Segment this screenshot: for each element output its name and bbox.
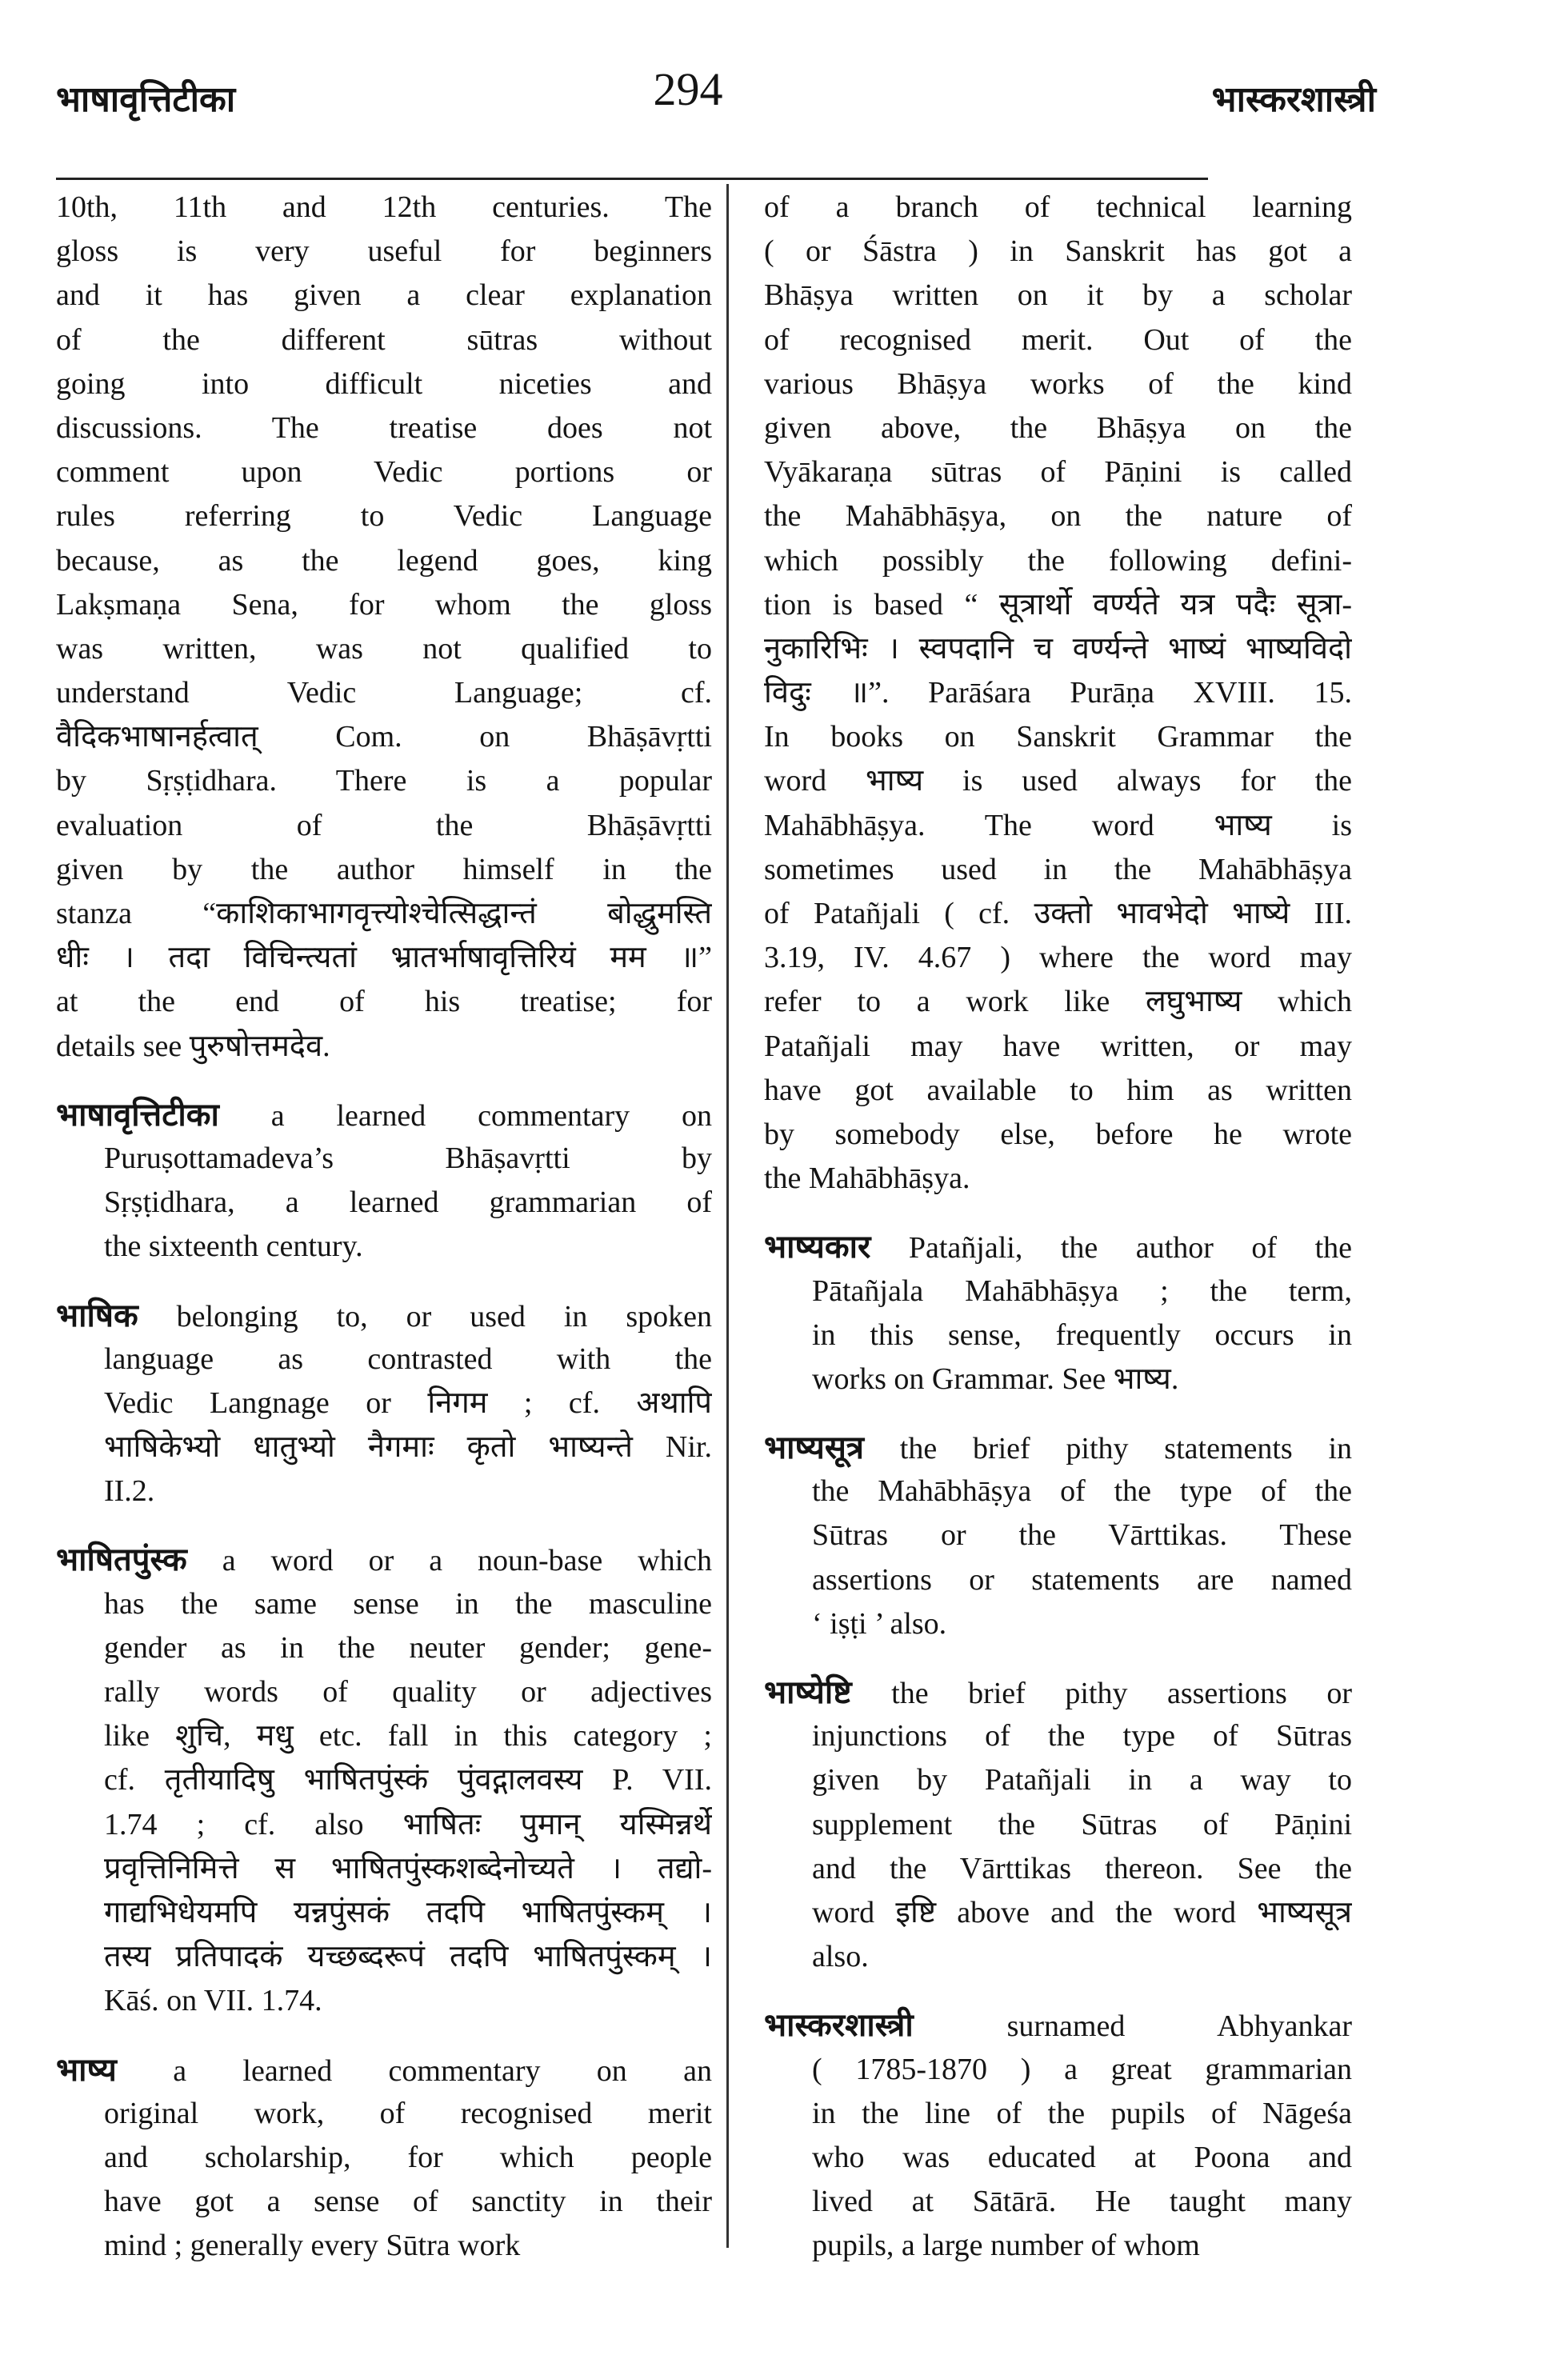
- column-divider: [726, 184, 729, 2248]
- text-line: word भाष्य is used always for the: [764, 764, 1352, 798]
- text-line: Lakṣmaṇa Sena, for whom the gloss: [56, 587, 712, 622]
- dictionary-entry: [764, 2003, 1352, 2268]
- text-line: by Sṛṣṭidhara. There is a popular: [56, 764, 712, 798]
- text-line: गाद्यभिधेयमपि यन्नपुंसकं तदपि भाषितपुंस्कम् ।: [104, 1895, 712, 1929]
- headword: भाष्येष्टि: [764, 1674, 852, 1710]
- text-line: Vedic Langnage or निगम ; cf. अथापि: [104, 1385, 712, 1420]
- text-line: Puruṣottamadeva’s Bhāṣavṛtti by: [104, 1141, 712, 1175]
- text-line: and scholarship, for which people: [104, 2140, 712, 2174]
- text-line: and it has given a clear explanation: [56, 278, 712, 313]
- text-line: who was educated at Poona and: [812, 2140, 1352, 2174]
- text-line: the Mahābhāṣya.: [764, 1162, 970, 1196]
- text-line: rules referring to Vedic Language: [56, 499, 712, 534]
- text-line: in the line of the pupils of Nāgeśa: [812, 2096, 1352, 2130]
- entry-definition-start: a learned commentary on: [270, 1098, 712, 1133]
- text-line: has the same sense in the masculine: [104, 1586, 712, 1621]
- continued-text: [56, 186, 712, 1069]
- text-line: the Mahābhāṣya of the type of the: [812, 1474, 1352, 1509]
- text-line: supplement the Sūtras of Pāṇini: [812, 1807, 1352, 1841]
- dictionary-entry: [56, 1537, 712, 2023]
- entry-definition-start: Patañjali, the author of the: [908, 1231, 1352, 1265]
- text-line: the Mahābhāṣya, on the nature of: [764, 499, 1352, 534]
- dictionary-entry: [764, 1225, 1352, 1401]
- running-head-right: भास्करशास्त्री: [1211, 80, 1376, 119]
- headword: भास्करशास्त्री: [764, 2007, 914, 2044]
- text-line: because, as the legend goes, king: [56, 543, 712, 578]
- text-line: ‘ iṣṭi ’ also.: [812, 1606, 947, 1641]
- headword: भाषावृत्तिटीका: [56, 1096, 219, 1133]
- text-line: धीः । तदा विचिन्त्यतां भ्रातर्भाषावृत्तिरियं मम ॥”: [56, 941, 712, 975]
- left-column: [56, 186, 712, 2268]
- text-line: Sūtras or the Vārttikas. These: [812, 1518, 1352, 1553]
- text-line: Bhāṣya written on it by a scholar: [764, 278, 1352, 313]
- text-line: like शुचि, मधु etc. fall in this category ;: [104, 1719, 712, 1753]
- text-line: was written, was not qualified to: [56, 631, 712, 666]
- text-line: of a branch of technical learning: [764, 190, 1352, 224]
- text-line: details see पुरुषोत्तमदेव.: [56, 1029, 330, 1063]
- dictionary-entry: [764, 1670, 1352, 1979]
- dictionary-entry: [56, 2048, 712, 2269]
- headword: भाष्य: [56, 2051, 117, 2088]
- text-line: pupils, a large number of whom: [812, 2229, 1200, 2263]
- text-line: Sṛṣṭidhara, a learned grammarian of: [104, 1185, 712, 1220]
- text-line: tion is based “ सूत्रार्थो वर्ण्यते यत्र पदैः सूत्रा-: [764, 587, 1352, 622]
- text-line: Patañjali may have written, or may: [764, 1029, 1352, 1063]
- text-line: stanza “काशिकाभागवृत्त्योश्चेत्सिद्धान्तं बोद्धुमस्ति: [56, 897, 712, 930]
- text-line: वैदिकभाषानर्हत्वात् Com. on Bhāṣāvṛtti: [56, 720, 712, 754]
- text-line: have got a sense of sanctity in their: [104, 2185, 712, 2219]
- text-line: refer to a work like लघुभाष्य which: [764, 985, 1352, 1019]
- page-header: [0, 62, 1568, 118]
- text-line: have got available to him as written: [764, 1073, 1352, 1107]
- running-head-left: भाषावृत्तिटीका: [56, 80, 236, 119]
- entry-first-line: [56, 2048, 712, 2092]
- text-line: Vyākaraṇa sūtras of Pāṇini is called: [764, 455, 1352, 490]
- dictionary-entry: [56, 1093, 712, 1269]
- entry-first-line: [764, 1425, 1352, 1469]
- text-line: by somebody else, before he wrote: [764, 1117, 1352, 1151]
- text-line: and the Vārttikas thereon. See the: [812, 1851, 1352, 1885]
- text-line: cf. तृतीयादिषु भाषितपुंस्कं पुंवद्गालवस्य P. VII.: [104, 1763, 712, 1797]
- text-line: given by Patañjali in a way to: [812, 1763, 1352, 1797]
- text-line: which possibly the following defini-: [764, 543, 1352, 578]
- text-line: Mahābhāṣya. The word भाष्य is: [764, 808, 1352, 842]
- text-line: 3.19, IV. 4.67 ) where the word may: [764, 941, 1352, 975]
- text-line: comment upon Vedic portions or: [56, 455, 712, 490]
- entry-definition-start: a learned commentary on an: [173, 2053, 712, 2088]
- text-line: at the end of his treatise; for: [56, 985, 712, 1019]
- text-line: प्रवृत्तिनिमित्ते स भाषितपुंस्कशब्देनोच्यते । तद्यो-: [104, 1851, 712, 1885]
- entry-definition-start: the brief pithy assertions or: [891, 1677, 1352, 1710]
- text-line: lived at Sātārā. He taught many: [812, 2185, 1352, 2219]
- entry-first-line: [56, 1537, 712, 1581]
- header-rule: [56, 178, 1208, 180]
- text-line: assertions or statements are named: [812, 1562, 1352, 1597]
- headword: भाष्यसूत्र: [764, 1429, 864, 1466]
- text-line: also.: [812, 1940, 869, 1974]
- text-line: the sixteenth century.: [104, 1229, 363, 1264]
- text-line: going into difficult niceties and: [56, 366, 712, 401]
- continued-text: [764, 186, 1352, 1201]
- entry-definition-start: a word or a noun-base which: [222, 1544, 712, 1578]
- text-line: in this sense, frequently occurs in: [812, 1317, 1352, 1352]
- text-line: भाषिकेभ्यो धातुभ्यो नैगमाः कृतो भाष्यन्ते Nir.: [104, 1430, 712, 1465]
- text-line: of Patañjali ( cf. उक्तो भावभेदो भाष्ये III.: [764, 897, 1352, 930]
- text-line: 10th, 11th and 12th centuries. The: [56, 190, 712, 224]
- text-line: Kāś. on VII. 1.74.: [104, 1984, 322, 2018]
- page-number: 294: [653, 63, 723, 115]
- text-line: discussions. The treatise does not: [56, 410, 712, 445]
- entry-first-line: [764, 2003, 1352, 2047]
- entry-first-line: [764, 1670, 1352, 1714]
- dictionary-entry: [764, 1425, 1352, 1646]
- text-line: नुकारिभिः । स्वपदानि च वर्ण्यन्ते भाष्यं भाष्यविदो: [764, 631, 1352, 666]
- entry-first-line: [764, 1225, 1352, 1269]
- text-line: mind ; generally every Sūtra work: [104, 2229, 521, 2263]
- entry-first-line: [56, 1293, 712, 1337]
- text-line: In books on Sanskrit Grammar the: [764, 720, 1352, 754]
- text-line: 1.74 ; cf. also भाषितः पुमान् यस्मिन्नर्थे: [104, 1807, 712, 1841]
- headword: भाषितपुंस्क: [56, 1541, 187, 1578]
- text-line: understand Vedic Language; cf.: [56, 676, 712, 710]
- headword: भाष्यकार: [764, 1229, 871, 1265]
- entry-definition-start: belonging to, or used in spoken: [176, 1299, 712, 1333]
- text-line: विदुः ॥”. Parāśara Purāṇa XVIII. 15.: [764, 676, 1352, 710]
- text-line: gender as in the neuter gender; gene-: [104, 1630, 712, 1665]
- text-line: II.2.: [104, 1474, 155, 1509]
- text-line: of the different sūtras without: [56, 322, 712, 357]
- text-line: various Bhāṣya works of the kind: [764, 366, 1352, 401]
- headword: भाषिक: [56, 1297, 138, 1333]
- text-line: तस्य प्रतिपादकं यच्छब्दरूपं तदपि भाषितपुंस्कम् ।: [104, 1940, 712, 1974]
- text-line: gloss is very useful for beginners: [56, 234, 712, 269]
- dictionary-entry: [56, 1293, 712, 1514]
- text-line: given by the author himself in the: [56, 852, 712, 886]
- text-line: ( 1785-1870 ) a great grammarian: [812, 2052, 1352, 2086]
- text-line: Pātañjala Mahābhāṣya ; the term,: [812, 1273, 1352, 1308]
- text-line: of recognised merit. Out of the: [764, 322, 1352, 357]
- text-line: evaluation of the Bhāṣāvṛtti: [56, 808, 712, 842]
- text-line: word इष्टि above and the word भाष्यसूत्र: [812, 1895, 1352, 1929]
- text-line: original work, of recognised merit: [104, 2096, 712, 2130]
- text-line: language as contrasted with the: [104, 1341, 712, 1376]
- entry-definition-start: surnamed Abhyankar: [1006, 2009, 1352, 2044]
- entry-first-line: [56, 1093, 712, 1137]
- text-line: rally words of quality or adjectives: [104, 1675, 712, 1709]
- text-line: works on Grammar. See भाष्य.: [812, 1361, 1179, 1396]
- entry-definition-start: the brief pithy statements in: [899, 1432, 1352, 1466]
- text-line: given above, the Bhāṣya on the: [764, 410, 1352, 445]
- text-line: sometimes used in the Mahābhāṣya: [764, 852, 1352, 886]
- right-column: [764, 186, 1352, 2268]
- text-line: ( or Śāstra ) in Sanskrit has got a: [764, 234, 1352, 269]
- text-line: injunctions of the type of Sūtras: [812, 1719, 1352, 1753]
